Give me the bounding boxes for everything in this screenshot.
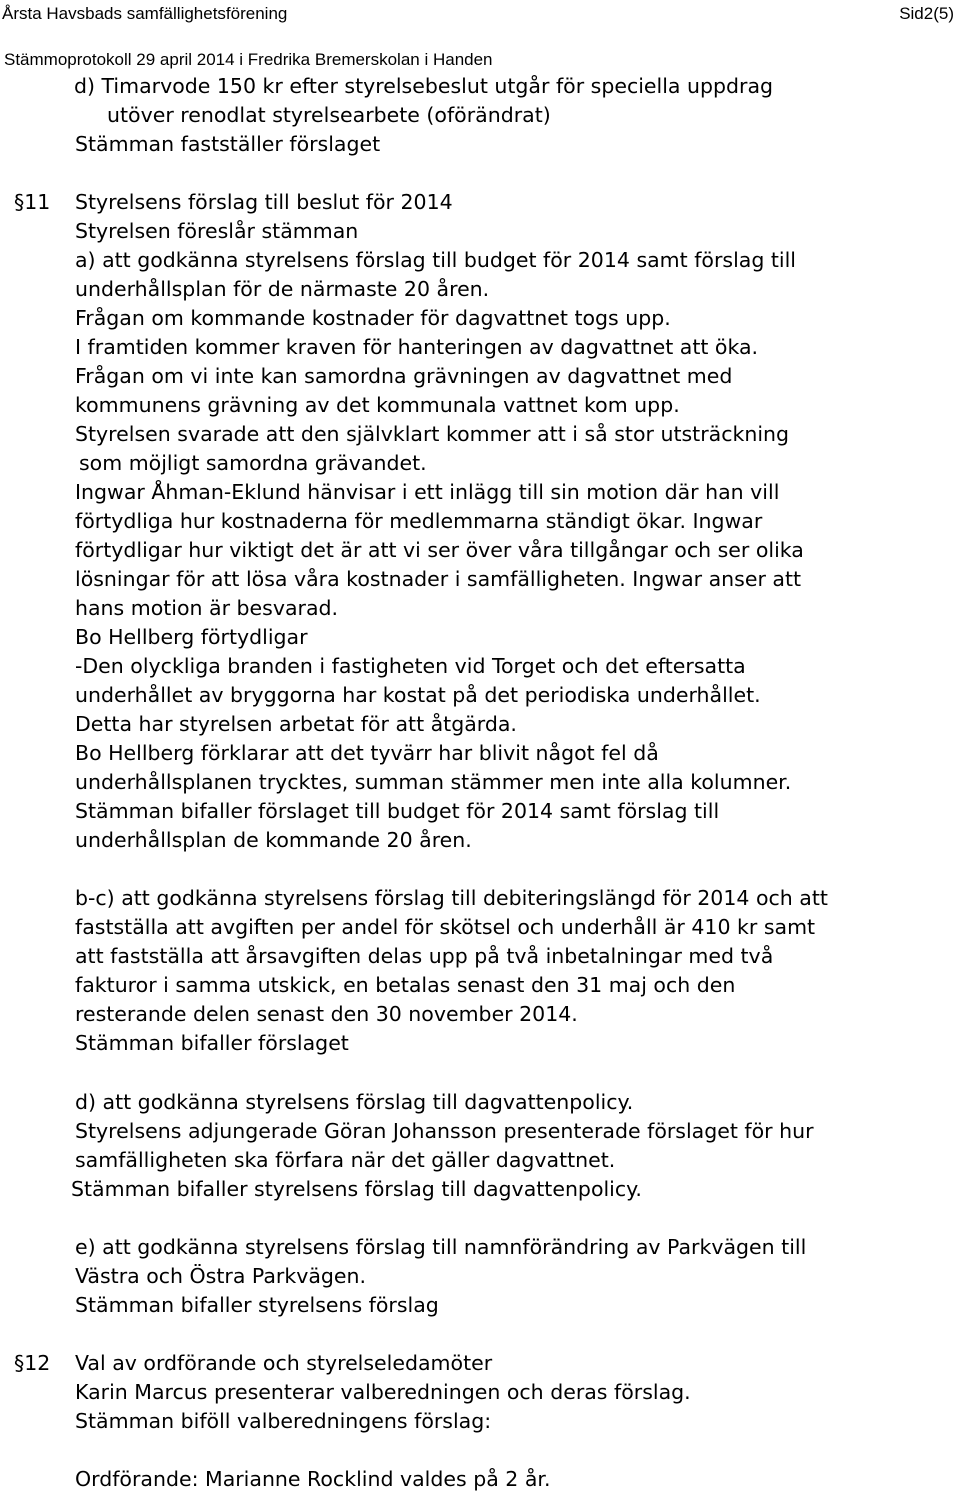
organization-name: Årsta Havsbads samfällighetsförening <box>2 4 288 23</box>
text-line: Stämman biföll valberedningens förslag: <box>75 1409 492 1433</box>
meeting-protocol-title: Stämmoprotokoll 29 april 2014 i Fredrika Bremerskolan i Handen <box>4 50 493 69</box>
text-line: att fastställa att årsavgiften delas upp på två inbetalningar med två <box>75 944 774 968</box>
text-line: underhållsplan för de närmaste 20 åren. <box>75 277 490 301</box>
text-line: d) Timarvode 150 kr efter styrelsebeslut utgår för speciella uppdrag <box>74 74 774 98</box>
text-line: Frågan om vi inte kan samordna grävningen av dagvattnet med <box>75 364 733 388</box>
text-line: lösningar för att lösa våra kostnader i samfälligheten. Ingwar anser att <box>75 567 802 591</box>
text-line: Västra och Östra Parkvägen. <box>75 1264 367 1288</box>
text-line: Styrelsens adjungerade Göran Johansson presenterade förslaget för hur <box>75 1119 814 1143</box>
text-line: Ingwar Åhman-Eklund hänvisar i ett inlägg till sin motion där han vill <box>75 480 780 504</box>
text-line: resterande delen senast den 30 november 2014. <box>75 1002 578 1026</box>
text-line: -Den olyckliga branden i fastigheten vid Torget och det eftersatta <box>75 654 746 678</box>
text-line: Detta har styrelsen arbetat för att åtgärda. <box>75 712 517 736</box>
text-line: fastställa att avgiften per andel för skötsel och underhåll är 410 kr samt <box>75 915 816 939</box>
text-line: underhållsplanen trycktes, summan stämmer men inte alla kolumner. <box>75 770 792 794</box>
text-line: Bo Hellberg förtydligar <box>75 625 308 649</box>
text-line: Karin Marcus presenterar valberedningen och deras förslag. <box>75 1380 691 1404</box>
text-line: d) att godkänna styrelsens förslag till dagvattenpolicy. <box>75 1090 634 1114</box>
text-line: Stämman bifaller förslaget <box>75 1031 349 1055</box>
text-line: samfälligheten ska förfara när det gäller dagvattnet. <box>75 1148 616 1172</box>
text-line: förtydligar hur viktigt det är att vi ser över våra tillgångar och ser olika <box>75 538 804 562</box>
text-line: Styrelsen svarade att den självklart kommer att i så stor utsträckning <box>75 422 790 446</box>
page-number: Sid2(5) <box>899 4 954 23</box>
text-line: fakturor i samma utskick, en betalas senast den 31 maj och den <box>75 973 736 997</box>
text-line: a) att godkänna styrelsens förslag till budget för 2014 samt förslag till <box>75 248 796 272</box>
text-line: förtydliga hur kostnaderna för medlemmarna ständigt ökar. Ingwar <box>75 509 763 533</box>
text-line: e) att godkänna styrelsens förslag till namnförändring av Parkvägen till <box>75 1235 807 1259</box>
text-line: Stämman bifaller styrelsens förslag till dagvattenpolicy. <box>71 1177 642 1201</box>
text-line: Styrelsen föreslår stämman <box>75 219 359 243</box>
text-line: Stämman bifaller förslaget till budget för 2014 samt förslag till <box>75 799 720 823</box>
text-line: Frågan om kommande kostnader för dagvattnet togs upp. <box>75 306 671 330</box>
text-line: Bo Hellberg förklarar att det tyvärr har blivit något fel då <box>75 741 659 765</box>
text-line: I framtiden kommer kraven för hanteringen av dagvattnet att öka. <box>75 335 759 359</box>
text-line: kommunens grävning av det kommunala vattnet kom upp. <box>75 393 680 417</box>
text-line: underhållet av bryggorna har kostat på det periodiska underhållet. <box>75 683 761 707</box>
text-line: som möjligt samordna grävandet. <box>79 451 427 475</box>
text-line: Stämman bifaller styrelsens förslag <box>75 1293 439 1317</box>
text-line: utöver renodlat styrelsearbete (oförändrat) <box>107 103 551 127</box>
text-line: Ordförande: Marianne Rocklind valdes på 2 år. <box>75 1467 551 1491</box>
section-heading: Val av ordförande och styrelseledamöter <box>75 1351 493 1375</box>
section-number-12: §12 <box>14 1351 51 1375</box>
text-line: Stämman fastställer förslaget <box>75 132 381 156</box>
text-line: b-c) att godkänna styrelsens förslag till debiteringslängd för 2014 och att <box>75 886 828 910</box>
section-heading: Styrelsens förslag till beslut för 2014 <box>75 190 453 214</box>
text-line: underhållsplan de kommande 20 åren. <box>75 828 472 852</box>
section-number-11: §11 <box>14 190 51 214</box>
text-line: hans motion är besvarad. <box>75 596 339 620</box>
